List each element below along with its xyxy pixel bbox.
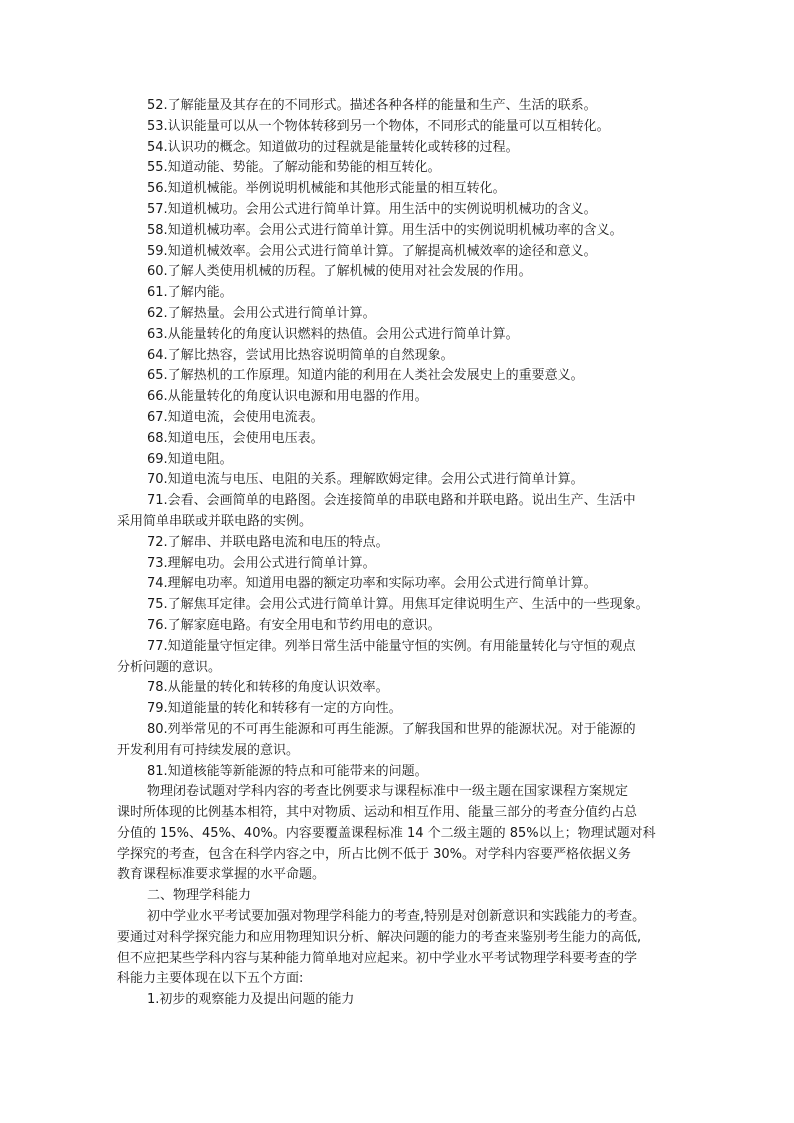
- paragraph-line: 初中学业水平考试要加强对物理学科能力的考查,特别是对创新意识和实践能力的考查。: [147, 909, 646, 925]
- list-item: 78.从能量的转化和转移的角度认识效率。: [147, 680, 389, 696]
- list-item: 73.理解电功。会用公式进行简单计算。: [147, 555, 376, 571]
- list-item: 75.了解焦耳定律。会用公式进行简单计算。用焦耳定律说明生产、生活中的一些现象。: [147, 597, 649, 613]
- list-item: 69.知道电阻。: [147, 451, 233, 467]
- list-item: 79.知道能量的转化和转移有一定的方向性。: [147, 701, 402, 717]
- list-item: 65.了解热机的工作原理。知道内能的利用在人类社会发展史上的重要意义。: [147, 368, 584, 384]
- list-item: 61.了解内能。: [147, 285, 233, 301]
- paragraph-line: 物理闭卷试题对学科内容的考查比例要求与课程标准中一级主题在国家课程方案规定: [147, 784, 629, 800]
- list-item: 64.了解比热容，尝试用比热容说明简单的自然现象。: [147, 347, 454, 363]
- list-item: 81.知道核能等新能源的特点和可能带来的问题。: [147, 763, 428, 779]
- paragraph-line: 教育课程标准要求掌握的水平命题。: [117, 867, 326, 883]
- list-item: 62.了解热量。会用公式进行简单计算。: [147, 305, 376, 321]
- paragraph-line: 但不应把某些学科内容与某种能力简单地对应起来。初中学业水平考试物理学科要考查的学: [117, 950, 638, 966]
- list-item: 52.了解能量及其存在的不同形式。描述各种各样的能量和生产、生活的联系。: [147, 98, 597, 113]
- list-item: 55.知道动能、势能。了解动能和势能的相互转化。: [147, 160, 441, 176]
- paragraph-line: 学探究的考查，包含在科学内容之中，所占比例不低于 30%。对学科内容要严格依据义务: [117, 846, 632, 862]
- paragraph-line: 课时所体现的比例基本相符，其中对物质、运动和相互作用、能量三部分的考查分值约占总: [117, 805, 638, 821]
- paragraph-line: 要通过对科学探究能力和应用物理知识分析、解决问题的能力的考查来鉴别考生能力的高低,: [117, 929, 642, 945]
- list-item: 68.知道电压，会使用电压表。: [147, 430, 324, 446]
- list-item: 70.知道电流与电压、电阻的关系。理解欧姆定律。会用公式进行简单计算。: [147, 472, 584, 488]
- list-item: 71.会看、会画简单的电路图。会连接简单的串联电路和并联电路。说出生产、生活中: [147, 493, 636, 509]
- list-item: 56.知道机械能。举例说明机械能和其他形式能量的相互转化。: [147, 181, 506, 197]
- list-item-continuation: 开发利用有可持续发展的意识。: [117, 742, 300, 758]
- list-item: 59.知道机械效率。会用公式进行简单计算。了解提高机械效率的途径和意义。: [147, 243, 597, 259]
- list-item: 54.认识功的概念。知道做功的过程就是能量转化或转移的过程。: [147, 139, 519, 155]
- paragraph-line: 科能力主要体现在以下五个方面:: [117, 971, 304, 987]
- list-item: 80.列举常见的不可再生能源和可再生能源。了解我国和世界的能源状况。对于能源的: [147, 721, 636, 737]
- list-item: 63.从能量转化的角度认识燃料的热值。会用公式进行简单计算。: [147, 326, 519, 342]
- section-heading: 二、物理学科能力: [147, 888, 252, 904]
- list-item: 67.知道电流，会使用电流表。: [147, 409, 324, 425]
- list-item-continuation: 采用简单串联或并联电路的实例。: [117, 513, 313, 529]
- list-item: 60.了解人类使用机械的历程。了解机械的使用对社会发展的作用。: [147, 264, 532, 280]
- list-item: 72.了解串、并联电路电流和电压的特点。: [147, 534, 389, 550]
- list-item: 76.了解家庭电路。有安全用电和节约用电的意识。: [147, 617, 441, 633]
- subsection-heading: 1.初步的观察能力及提出问题的能力: [147, 992, 355, 1008]
- paragraph-line: 分值的 15%、45%、40%。内容要覆盖课程标准 14 个二级主题的 85%以上；物理试题对科: [117, 825, 656, 841]
- list-item: 58.知道机械功率。会用公式进行简单计算。用生活中的实例说明机械功率的含义。: [147, 222, 623, 238]
- list-item: 53.认识能量可以从一个物体转移到另一个物体，不同形式的能量可以互相转化。: [147, 118, 610, 134]
- list-item: 66.从能量转化的角度认识电源和用电器的作用。: [147, 389, 428, 405]
- list-item: 74.理解电功率。知道用电器的额定功率和实际功率。会用公式进行简单计算。: [147, 576, 597, 592]
- list-item-continuation: 分析问题的意识。: [117, 659, 222, 675]
- document-body: [117, 96, 680, 1011]
- list-item: 57.知道机械功。会用公式进行简单计算。用生活中的实例说明机械功的含义。: [147, 201, 597, 217]
- list-item: 77.知道能量守恒定律。列举日常生活中能量守恒的实例。有用能量转化与守恒的观点: [147, 638, 636, 654]
